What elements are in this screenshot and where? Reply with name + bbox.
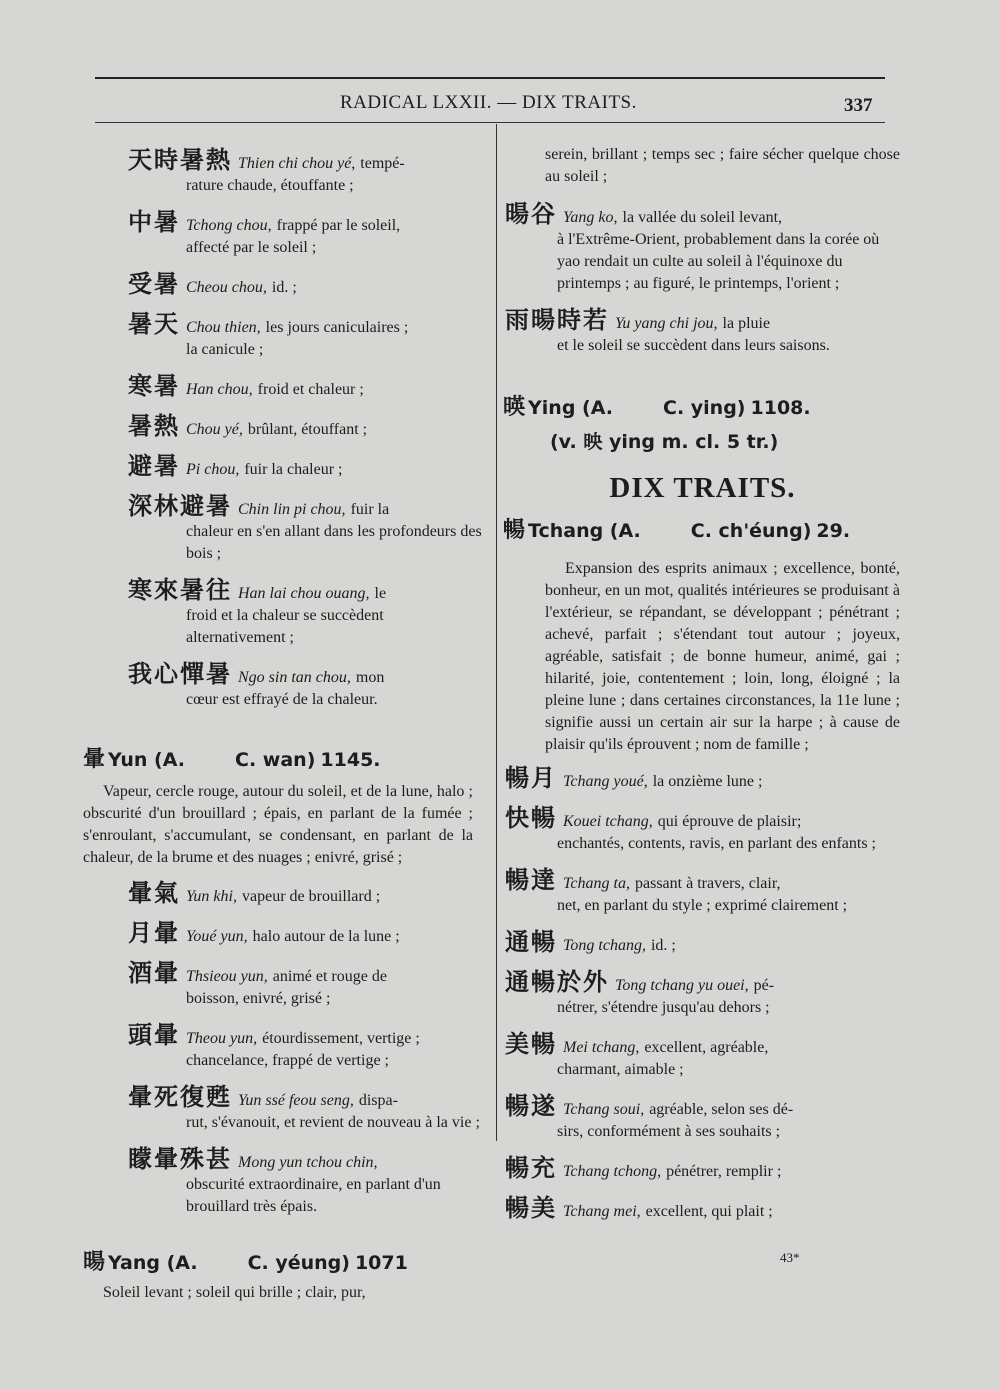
- entry-romanization: Thsieou yun,: [186, 968, 268, 985]
- entry-romanization: Tong tchang,: [563, 937, 646, 954]
- left-column: [83, 140, 483, 1304]
- entry-line: [128, 913, 483, 948]
- entry-hanzi: 頭暈: [128, 1021, 180, 1049]
- headword-number: 1071: [354, 1252, 408, 1274]
- headword-ying: [503, 390, 900, 421]
- entry-romanization: Chin lin pi chou,: [238, 501, 346, 518]
- entry-line: [128, 570, 483, 605]
- entry-line: [128, 140, 483, 175]
- entry-hanzi: 暘谷: [505, 200, 557, 228]
- entry-line: [505, 1086, 900, 1121]
- entry-line: [505, 194, 900, 229]
- entry-line: [128, 654, 483, 689]
- compound-entry: [128, 570, 483, 649]
- entry-gloss: excellent, agréable,: [644, 1039, 769, 1056]
- entry-continuation: charmant, aimable ;: [557, 1061, 684, 1078]
- headword-yang: [83, 1245, 483, 1276]
- entry-gloss: agréable, selon ses dé-: [649, 1101, 794, 1118]
- entry-line: [128, 446, 483, 481]
- entry-hanzi: 暢達: [505, 866, 557, 894]
- entry-line: [128, 304, 483, 339]
- entry-hanzi: 我心憚暑: [128, 660, 232, 688]
- compound-entry: [128, 1139, 483, 1218]
- headword-number: 1108.: [750, 397, 811, 419]
- entry-gloss: mon: [355, 669, 385, 686]
- entry-romanization: Tchong chou,: [186, 217, 272, 234]
- compound-entry: [128, 913, 483, 948]
- headword-canton: C. ying): [663, 397, 746, 419]
- entry-line: [505, 1188, 900, 1223]
- entry-hanzi: 暑熱: [128, 412, 180, 440]
- compound-entry: [128, 202, 483, 259]
- headword-canton: C. ch'éung): [690, 520, 812, 542]
- left-top-entries: [128, 140, 483, 711]
- entry-gloss: la vallée du soleil levant,: [622, 209, 783, 226]
- entry-continuation: affecté par le soleil ;: [186, 239, 317, 256]
- headword-yun: [83, 742, 483, 773]
- entry-hanzi: 暢遂: [505, 1092, 557, 1120]
- compound-entry: [505, 1024, 900, 1081]
- entry-gloss: id. ;: [650, 937, 676, 954]
- header-rule: [95, 122, 885, 123]
- entry-romanization: Youé yun,: [186, 928, 248, 945]
- definition-yang-cont: serein, brillant ; temps sec ; faire sécher quelque chose au soleil ;: [545, 146, 900, 185]
- entry-line: [505, 1148, 900, 1183]
- entry-romanization: Tchang youé,: [563, 773, 648, 790]
- headword-char: 暘: [83, 1250, 106, 1275]
- entry-line: [128, 366, 483, 401]
- entry-hanzi: 月暈: [128, 919, 180, 947]
- definition-yun: Vapeur, cercle rouge, autour du soleil, et de la lune, halo ; obscurité d'un brouillard ; épais, en parlant de la fumée ; s'enroulant, s'accumulant, se condensant, en parlant de la chaleur, de la brume et des nuages ; enivré, grisé ;: [83, 783, 473, 866]
- entry-continuation: net, en parlant du style ; exprimé clairement ;: [557, 897, 848, 914]
- entry-hanzi: 暢充: [505, 1154, 557, 1182]
- entry-gloss: frappé par le soleil,: [276, 217, 401, 234]
- compound-entry: [505, 1148, 900, 1183]
- headword-name: Yun (A.: [108, 749, 186, 771]
- headword-tchang: [503, 513, 900, 544]
- entry-line: [505, 758, 900, 793]
- compound-entry: [128, 446, 483, 481]
- entry-gloss: les jours caniculaires ;: [265, 319, 409, 336]
- definition-yang: Soleil levant ; soleil qui brille ; clair, pur,: [103, 1284, 366, 1301]
- entry-line: [128, 953, 483, 988]
- right-column: [505, 144, 900, 1228]
- entry-hanzi: 雨暘時若: [505, 306, 609, 334]
- entry-line: [128, 1077, 483, 1112]
- compound-entry: [128, 140, 483, 197]
- entry-hanzi: 暢美: [505, 1194, 557, 1222]
- compound-entry: [128, 264, 483, 299]
- headword-name: Tchang (A.: [528, 520, 641, 542]
- compound-entry: [505, 194, 900, 295]
- headword-number: 1145.: [320, 749, 381, 771]
- entry-gloss: passant à travers, clair,: [634, 875, 781, 892]
- compound-entry: [505, 922, 900, 957]
- cross-reference-ying: (v. 映 ying m. cl. 5 tr.): [550, 431, 779, 453]
- entry-hanzi: 寒來暑往: [128, 576, 232, 604]
- entry-romanization: Pi chou,: [186, 461, 240, 478]
- entry-romanization: Kouei tchang,: [563, 813, 653, 830]
- entry-continuation: la canicule ;: [186, 341, 264, 358]
- entry-romanization: Tong tchang yu ouei,: [615, 977, 749, 994]
- entry-line: [505, 1024, 900, 1059]
- entry-gloss: la pluie: [722, 315, 771, 332]
- top-rule: [95, 77, 885, 79]
- compound-entry: [128, 1077, 483, 1134]
- tchang-compound-entries: [505, 758, 900, 1223]
- entry-hanzi: 寒暑: [128, 372, 180, 400]
- entry-line: [505, 300, 900, 335]
- entry-gloss: étourdissement, vertige ;: [262, 1030, 420, 1047]
- compound-entry: [128, 1015, 483, 1072]
- entry-line: [128, 264, 483, 299]
- headword-name: Yang (A.: [108, 1252, 198, 1274]
- compound-entry: [128, 873, 483, 908]
- entry-line: [505, 962, 900, 997]
- entry-romanization: Cheou chou,: [186, 279, 267, 296]
- entry-hanzi: 天時暑熱: [128, 146, 232, 174]
- entry-line: [128, 873, 483, 908]
- entry-line: [505, 860, 900, 895]
- entry-line: [128, 1139, 483, 1174]
- yun-compound-entries: [128, 873, 483, 1218]
- entry-romanization: Yun khi,: [186, 888, 237, 905]
- entry-line: [505, 922, 900, 957]
- entry-romanization: Han lai chou ouang,: [238, 585, 370, 602]
- entry-hanzi: 矇暈殊甚: [128, 1145, 232, 1173]
- entry-continuation: sirs, conformément à ses souhaits ;: [557, 1123, 781, 1140]
- entry-gloss: animé et rouge de: [272, 968, 387, 985]
- entry-gloss: froid et chaleur ;: [257, 381, 364, 398]
- entry-romanization: Tchang soui,: [563, 1101, 645, 1118]
- column-divider: [496, 124, 497, 1141]
- entry-gloss: id. ;: [271, 279, 297, 296]
- entry-hanzi: 暈氣: [128, 879, 180, 907]
- entry-romanization: Tchang tchong,: [563, 1163, 662, 1180]
- entry-continuation: froid et la chaleur se succèdent alternativement ;: [186, 607, 384, 646]
- entry-line: [128, 202, 483, 237]
- compound-entry: [128, 366, 483, 401]
- entry-romanization: Theou yun,: [186, 1030, 258, 1047]
- entry-gloss: excellent, qui plait ;: [645, 1203, 773, 1220]
- entry-romanization: Ngo sin tan chou,: [238, 669, 351, 686]
- headword-char: 暎: [503, 395, 526, 420]
- entry-hanzi: 暑天: [128, 310, 180, 338]
- entry-hanzi: 受暑: [128, 270, 180, 298]
- entry-romanization: Han chou,: [186, 381, 253, 398]
- entry-continuation: rature chaude, étouffante ;: [186, 177, 354, 194]
- headword-number: 29.: [816, 520, 851, 542]
- entry-gloss: le: [374, 585, 387, 602]
- entry-gloss: vapeur de brouillard ;: [241, 888, 381, 905]
- entry-romanization: Tchang ta,: [563, 875, 630, 892]
- compound-entry: [505, 1086, 900, 1143]
- entry-hanzi: 深林避暑: [128, 492, 232, 520]
- entry-hanzi: 中暑: [128, 208, 180, 236]
- entry-continuation: enchantés, contents, ravis, en parlant des enfants ;: [557, 835, 876, 852]
- entry-hanzi: 美暢: [505, 1030, 557, 1058]
- entry-romanization: Thien chi chou yé,: [238, 155, 356, 172]
- compound-entry: [128, 654, 483, 711]
- entry-gloss: brûlant, étouffant ;: [247, 421, 368, 438]
- entry-continuation: chancelance, frappé de vertige ;: [186, 1052, 389, 1069]
- entry-romanization: Mei tchang,: [563, 1039, 640, 1056]
- entry-romanization: Yu yang chi jou,: [615, 315, 718, 332]
- page-number: 337: [844, 95, 873, 116]
- entry-hanzi: 快暢: [505, 804, 557, 832]
- running-title: RADICAL LXXII. — DIX TRAITS.: [340, 92, 637, 113]
- yang-compound-entries: [505, 194, 900, 357]
- signature-mark: 43*: [780, 1250, 800, 1265]
- entry-line: [128, 406, 483, 441]
- compound-entry: [505, 1188, 900, 1223]
- entry-romanization: Yun ssé feou seng,: [238, 1092, 354, 1109]
- headword-name: Ying (A.: [528, 397, 613, 419]
- entry-line: [128, 486, 483, 521]
- entry-romanization: Chou thien,: [186, 319, 261, 336]
- entry-continuation: à l'Extrême-Orient, probablement dans la corée où yao rendait un culte au soleil à l'équinoxe du printemps ; au figuré, le printemps, l'orient ;: [557, 231, 880, 292]
- entry-gloss: fuir la chaleur ;: [244, 461, 343, 478]
- headword-canton: C. yéung): [247, 1252, 350, 1274]
- entry-gloss: la onzième lune ;: [652, 773, 763, 790]
- entry-line: [128, 1015, 483, 1050]
- entry-continuation: cœur est effrayé de la chaleur.: [186, 691, 378, 708]
- compound-entry: [505, 758, 900, 793]
- entry-gloss: qui éprouve de plaisir;: [657, 813, 802, 830]
- entry-gloss: tempé-: [360, 155, 405, 172]
- headword-canton: C. wan): [235, 749, 316, 771]
- compound-entry: [505, 860, 900, 917]
- entry-gloss: dispa-: [358, 1092, 398, 1109]
- compound-entry: [128, 486, 483, 565]
- compound-entry: [128, 406, 483, 441]
- entry-continuation: nétrer, s'étendre jusqu'au dehors ;: [557, 999, 770, 1016]
- entry-romanization: Mong yun tchou chin,: [238, 1154, 378, 1171]
- entry-romanization: Tchang mei,: [563, 1203, 641, 1220]
- entry-romanization: Chou yé,: [186, 421, 243, 438]
- headword-char: 暈: [83, 747, 106, 772]
- entry-gloss: pé-: [753, 977, 775, 994]
- entry-hanzi: 通暢於外: [505, 968, 609, 996]
- definition-tchang: Expansion des esprits animaux ; excellence, bonté, bonheur, en un mot, qualités intérieures se produisant à l'extérieur, se répandant, se développant ; pénétrant ; achevé, parfait ; s'étendant tout autour ; joyeux, agréable, satisfait ; de bonne humeur, animé, gai ; hilarité, joie, contentement ; loin, long, éloigné ; la pleine lune ; dans certaines circonstances, la 11e lune ; signifie aussi un certain air sur la harpe ; à cause de plaisir qu'ils éprouvent ; nom de famille ;: [545, 560, 900, 753]
- entry-gloss: fuir la: [350, 501, 390, 518]
- compound-entry: [505, 300, 900, 357]
- entry-line: [505, 798, 900, 833]
- entry-continuation: chaleur en s'en allant dans les profondeurs des bois ;: [186, 523, 482, 562]
- entry-continuation: boisson, enivré, grisé ;: [186, 990, 331, 1007]
- entry-hanzi: 避暑: [128, 452, 180, 480]
- entry-continuation: rut, s'évanouit, et revient de nouveau à la vie ;: [186, 1114, 480, 1131]
- entry-continuation: et le soleil se succèdent dans leurs saisons.: [557, 337, 830, 354]
- entry-hanzi: 暈死復甦: [128, 1083, 232, 1111]
- entry-hanzi: 通暢: [505, 928, 557, 956]
- entry-hanzi: 酒暈: [128, 959, 180, 987]
- entry-continuation: obscurité extraordinaire, en parlant d'un brouillard très épais.: [186, 1176, 441, 1215]
- compound-entry: [505, 962, 900, 1019]
- headword-char: 暢: [503, 518, 526, 543]
- entry-romanization: Yang ko,: [563, 209, 618, 226]
- entry-gloss: halo autour de la lune ;: [252, 928, 400, 945]
- section-title: DIX TRAITS.: [609, 472, 796, 504]
- compound-entry: [128, 304, 483, 361]
- entry-gloss: pénétrer, remplir ;: [666, 1163, 782, 1180]
- compound-entry: [505, 798, 900, 855]
- compound-entry: [128, 953, 483, 1010]
- entry-hanzi: 暢月: [505, 764, 557, 792]
